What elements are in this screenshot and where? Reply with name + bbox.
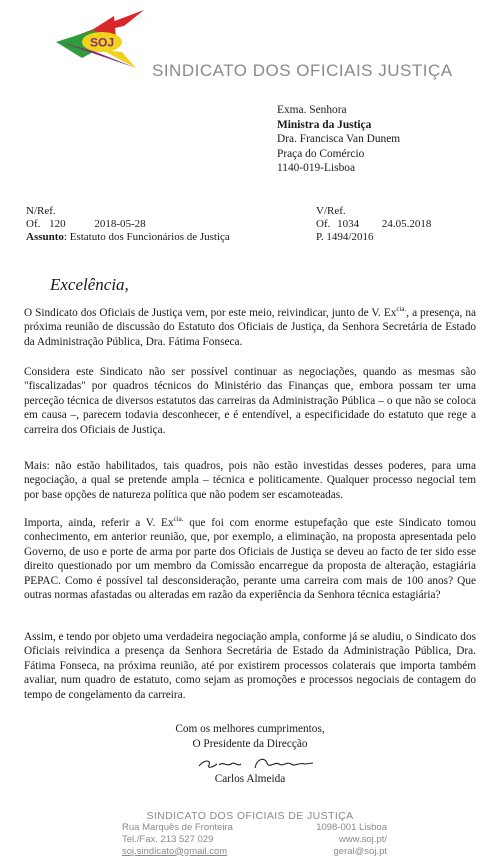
your-reference [316,205,431,244]
paragraph-3: Mais: não estão habilitados, tais quadros, pois não estão investidas desses poderes, para uma negociação, a qual se pretende ampla – técnica e politicamente. Qualquer processo negocial tem por base opções de natureza política que não podem ser escamoteadas. [24,460,476,501]
process-number: P. 1494/2016 [316,231,374,243]
recipient-postcode: 1140-019-Lisboa [277,162,356,175]
paragraph-2: Considera este Sindicato não ser possível continuar as negociações, quando as mesmas são "fiscalizadas" por quadros técnicos do Ministério das Finanças que, embora possam ter uma perceção técnica de diversos estatutos das carreiras da Administração Pública – o que não se coloca em causa –, parecem todavia desconhecer, e é entendível, a especificidade do estatuto que rege a carreira dos Oficiais de Justiça. [24,366,476,436]
closing-title: O Presidente da Direcção [192,738,308,750]
our-ref-date: 2018-05-28 [94,218,146,230]
recipient-street: Praça do Comércio [277,147,365,160]
paragraph-1-text-a: O Sindicato dos Oficiais de Justiça vem, por este meio, reivindicar, junto de V. Ex [24,307,397,319]
soj-logo [52,8,152,70]
paragraph-1-text-b: , a presença, na próxima reunião de discussão do Estatuto dos Oficiais de Justiça, da Senhora Secretária de Estado da Administração Pública, Dra. Fátima Fonseca. [24,307,476,348]
paragraph-4-superscript: cia. [173,515,184,524]
signer-name: Carlos Almeida [214,773,286,785]
your-ref-line [316,218,431,231]
signature [195,755,325,773]
footer-title: SINDICATO DOS OFICIAIS DE JUSTIÇA [146,810,354,822]
your-ref-number: 1034 [337,218,360,230]
your-ref-label: V/Ref. [316,205,346,217]
paragraph-4 [24,516,476,602]
paragraph-4-text-a: Importa, ainda, referir a V. Ex [24,517,174,529]
our-ref-line [26,218,230,231]
your-ref-date: 24.05.2018 [381,218,432,230]
signature-stroke-2 [255,759,313,768]
our-ref-number: 120 [49,218,66,230]
footer-email-link[interactable]: soj.sindicato@gmail.com [122,845,228,857]
our-ref-label: N/Ref. [26,205,56,217]
closing-greeting: Com os melhores cumprimentos, [175,723,325,735]
paragraph-5: Assim, e tendo por objeto uma verdadeira negociação ampla, conforme já se aludiu, o Sindicato dos Oficiais reivindica a presença da Senhora Secretária de Estado da Administração Pública, Dra. Fátima Fonseca, na próxima reunião, até por existirem processos colaterais que importa também avaliar, num quadro de estatuto, como sejam as promoções e processos negociais de contagem do tempo de congelamento da carreira. [24,631,476,701]
footer-phone: Tel./Fax. 213 527 029 [122,833,214,845]
signature-stroke-1 [199,761,241,767]
logo-yellow-shape [102,50,136,68]
salutation: Excelência, [50,275,129,294]
recipient-salutation: Exma. Senhora [277,104,347,116]
footer-street: Rua Marquês de Fronteira [122,822,233,833]
org-title: SINDICATO DOS OFICIAIS JUSTIÇA [152,61,453,80]
paragraph-1-superscript: cia. [396,305,407,314]
paragraph-4-text-b: que foi com enorme estupefação que este Sindicato tomou conhecimento, em anterior reunião, que, por exemplo, a eliminação, na proposta apresentada pelo Governo, de uso e porte de arma por parte dos Oficiais de Justiça se deveu ao facto de ter sido esse direito questionado por um membro da Comissão encarregue da proposta de alteração, estagiária PEPAC. Como é possível tal desconsideração, perante uma carreira com mais de 100 anos? Que outras normas afastadas ou alteradas em razão da experiência da Senhora técnica estagiária? [24,517,476,602]
footer-right [300,822,387,857]
paragraph-1 [24,306,476,349]
recipient-address [277,103,400,176]
our-ref-of-label: Of. [26,218,41,230]
recipient-role: Ministra da Justiça [277,118,372,131]
footer-left [122,822,233,857]
footer-postcode: 1098-001 Lisboa [316,822,387,833]
subject-label: Assunto [26,231,64,243]
subject-line [26,231,230,244]
your-ref-of-label: Of. [316,218,331,230]
subject-text: : Estatuto dos Funcionários de Justiça [63,231,230,243]
our-reference [26,205,230,244]
footer-email-general[interactable]: geral@soj.pt [333,845,387,857]
recipient-name: Dra. Francisca Van Dunem [277,133,401,146]
footer-website[interactable]: www.soj.pt/ [338,833,387,845]
logo-text: SOJ [89,35,115,50]
